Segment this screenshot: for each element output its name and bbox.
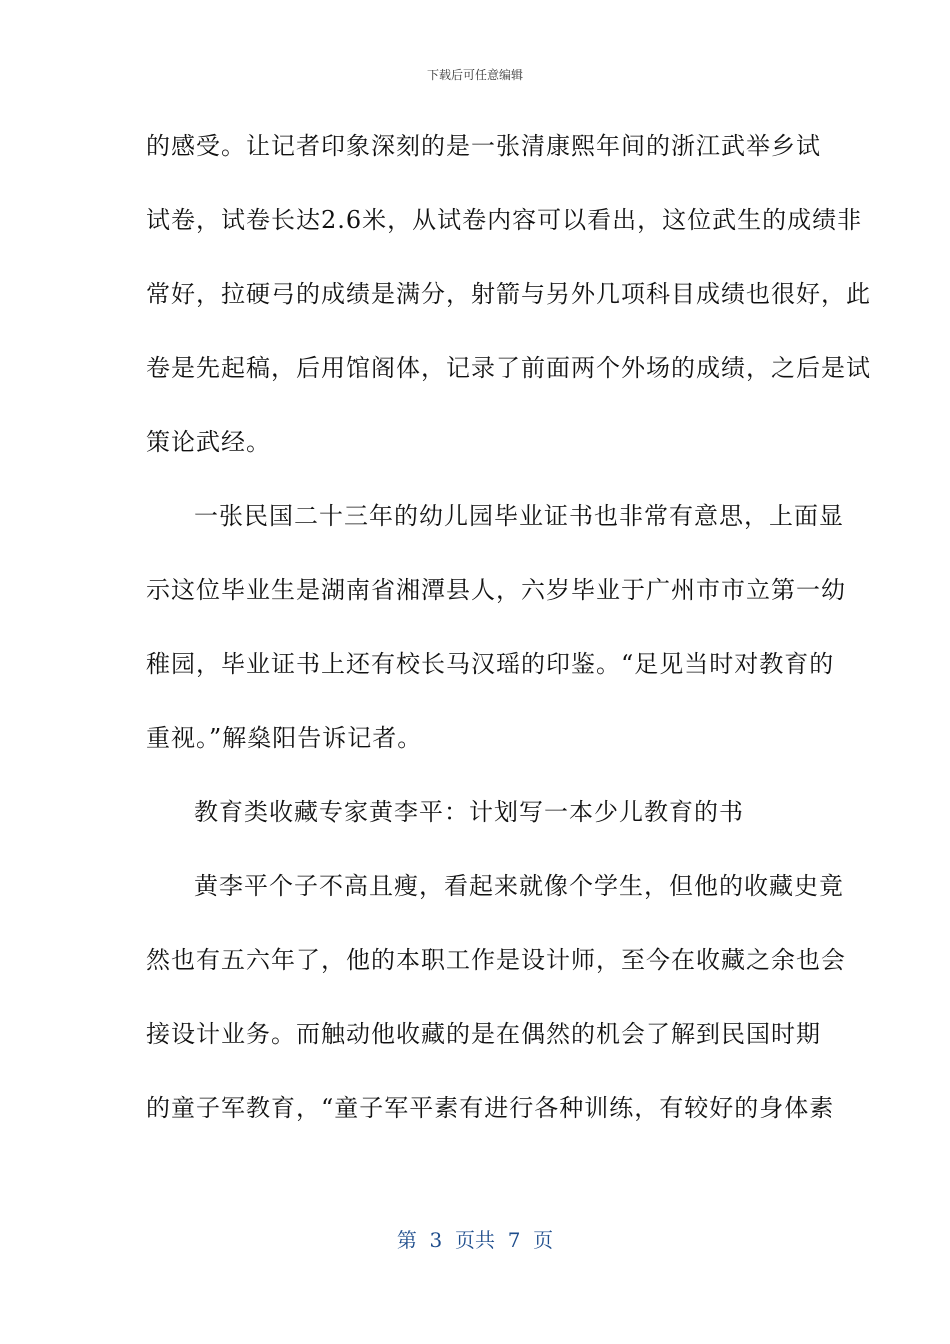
text-line: 一张民国二十三年的幼儿园毕业证书也非常有意思，上面显 <box>194 502 844 530</box>
text-line: 黄李平个子不高且瘦，看起来就像个学生，但他的收藏史竟 <box>194 872 844 900</box>
text-line: 卷是先起稿，后用馆阁体，记录了前面两个外场的成绩，之后是试 <box>146 354 871 382</box>
text-line: 的童子军教育，“童子军平素有进行各种训练，有较好的身体素 <box>146 1094 835 1122</box>
text-line: 的感受。让记者印象深刻的是一张清康熙年间的浙江武举乡试 <box>146 132 821 160</box>
text-line: 常好，拉硬弓的成绩是满分，射箭与另外几项科目成绩也很好，此 <box>146 280 871 308</box>
page-number-footer: 第 3 页共 7 页 <box>396 1228 554 1252</box>
page-header: 下载后可任意编辑 <box>426 68 523 82</box>
text-line: 示这位毕业生是湖南省湘潭县人，六岁毕业于广州市市立第一幼 <box>146 576 846 604</box>
text-line: 策论武经。 <box>146 428 271 456</box>
text-line: 接设计业务。而触动他收藏的是在偶然的机会了解到民国时期 <box>146 1020 821 1048</box>
section-heading: 教育类收藏专家黄李平：计划写一本少儿教育的书 <box>194 798 744 826</box>
text-line: 重视。”解燊阳告诉记者。 <box>146 724 423 752</box>
text-line: 然也有五六年了，他的本职工作是设计师，至今在收藏之余也会 <box>146 946 846 974</box>
document-body <box>146 122 871 1158</box>
text-line: 试卷，试卷长达2.6米，从试卷内容可以看出，这位武生的成绩非 <box>146 206 863 234</box>
text-line: 稚园，毕业证书上还有校长马汉瑶的印鉴。“足见当时对教育的 <box>146 650 835 678</box>
